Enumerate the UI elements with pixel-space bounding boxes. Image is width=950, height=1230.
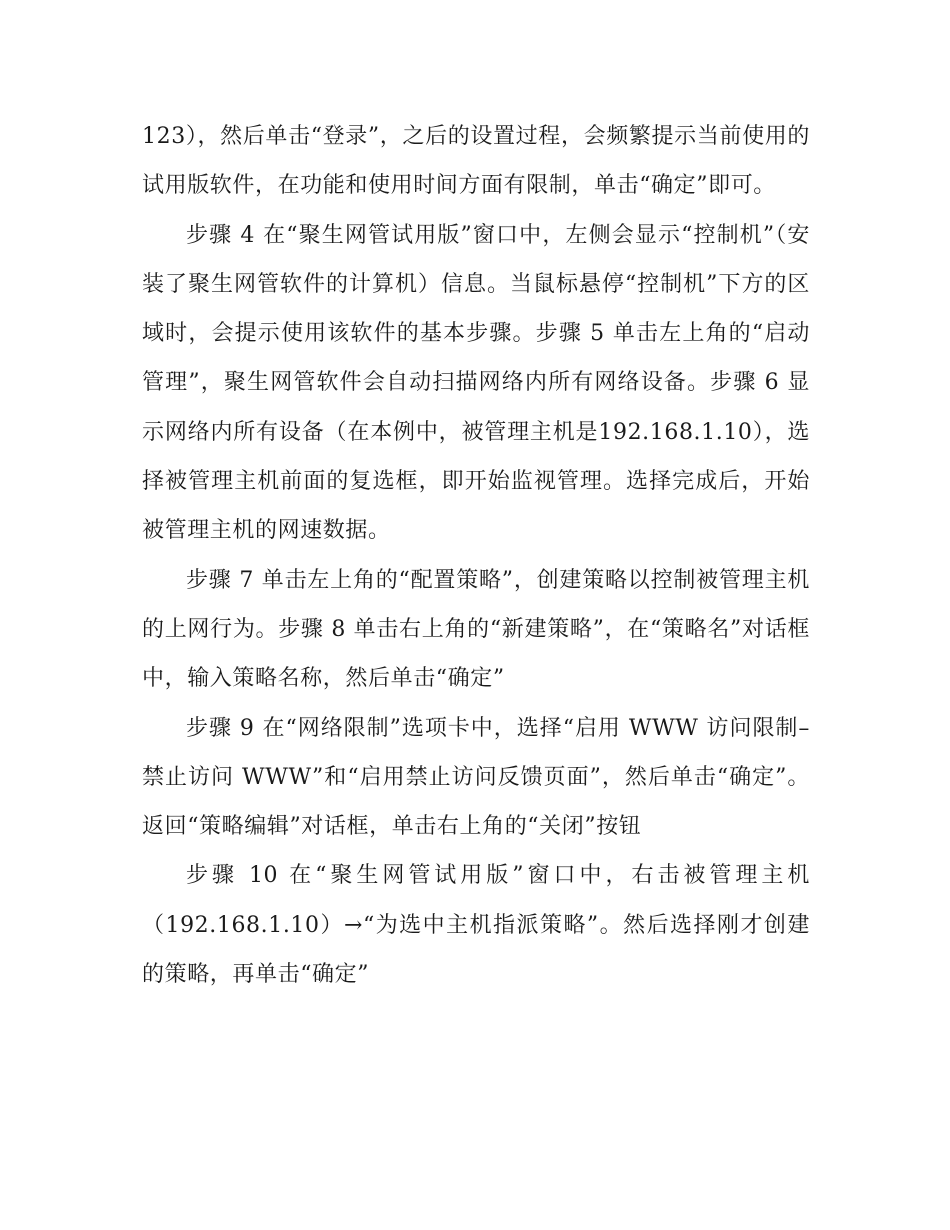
paragraph-5: 步骤 10 在“聚生网管试用版”窗口中，右击被管理主机（192.168.1.10）→“为选中主机指派策略”。然后选择刚才创建的策略，再单击“确定” bbox=[142, 863, 810, 988]
paragraph-4: 步骤 9 在“网络限制”选项卡中，选择“启用 WWW 访问限制–禁止访问 WWW”和“启用禁止访问反馈页面”，然后单击“确定”。返回“策略编辑”对话框，单击右上角的“关闭”按钮 bbox=[142, 715, 810, 840]
paragraph-3: 步骤 7 单击左上角的“配置策略”，创建策略以控制被管理主机的上网行为。步骤 8 单击右上角的“新建策略”，在“策略名”对话框中，输入策略名称，然后单击“确定” bbox=[142, 567, 810, 692]
document-body bbox=[142, 112, 810, 999]
paragraph-2: 步骤 4 在“聚生网管试用版”窗口中，左侧会显示“控制机”（安装了聚生网管软件的计算机）信息。当鼠标悬停“控制机”下方的区域时，会提示使用该软件的基本步骤。步骤 5 单击左上角的“启动管理”，聚生网管软件会自动扫描网络内所有网络设备。步骤 6 显示网络内所有设备（在本例中，被管理主机是192.168.1.10），选择被管理主机前面的复选框，即开始监视管理。选择完成后，开始被管理主机的网速数据。 bbox=[142, 222, 810, 544]
paragraph-1: 123），然后单击“登录”，之后的设置过程，会频繁提示当前使用的试用版软件，在功能和使用时间方面有限制，单击“确定”即可。 bbox=[142, 124, 810, 199]
